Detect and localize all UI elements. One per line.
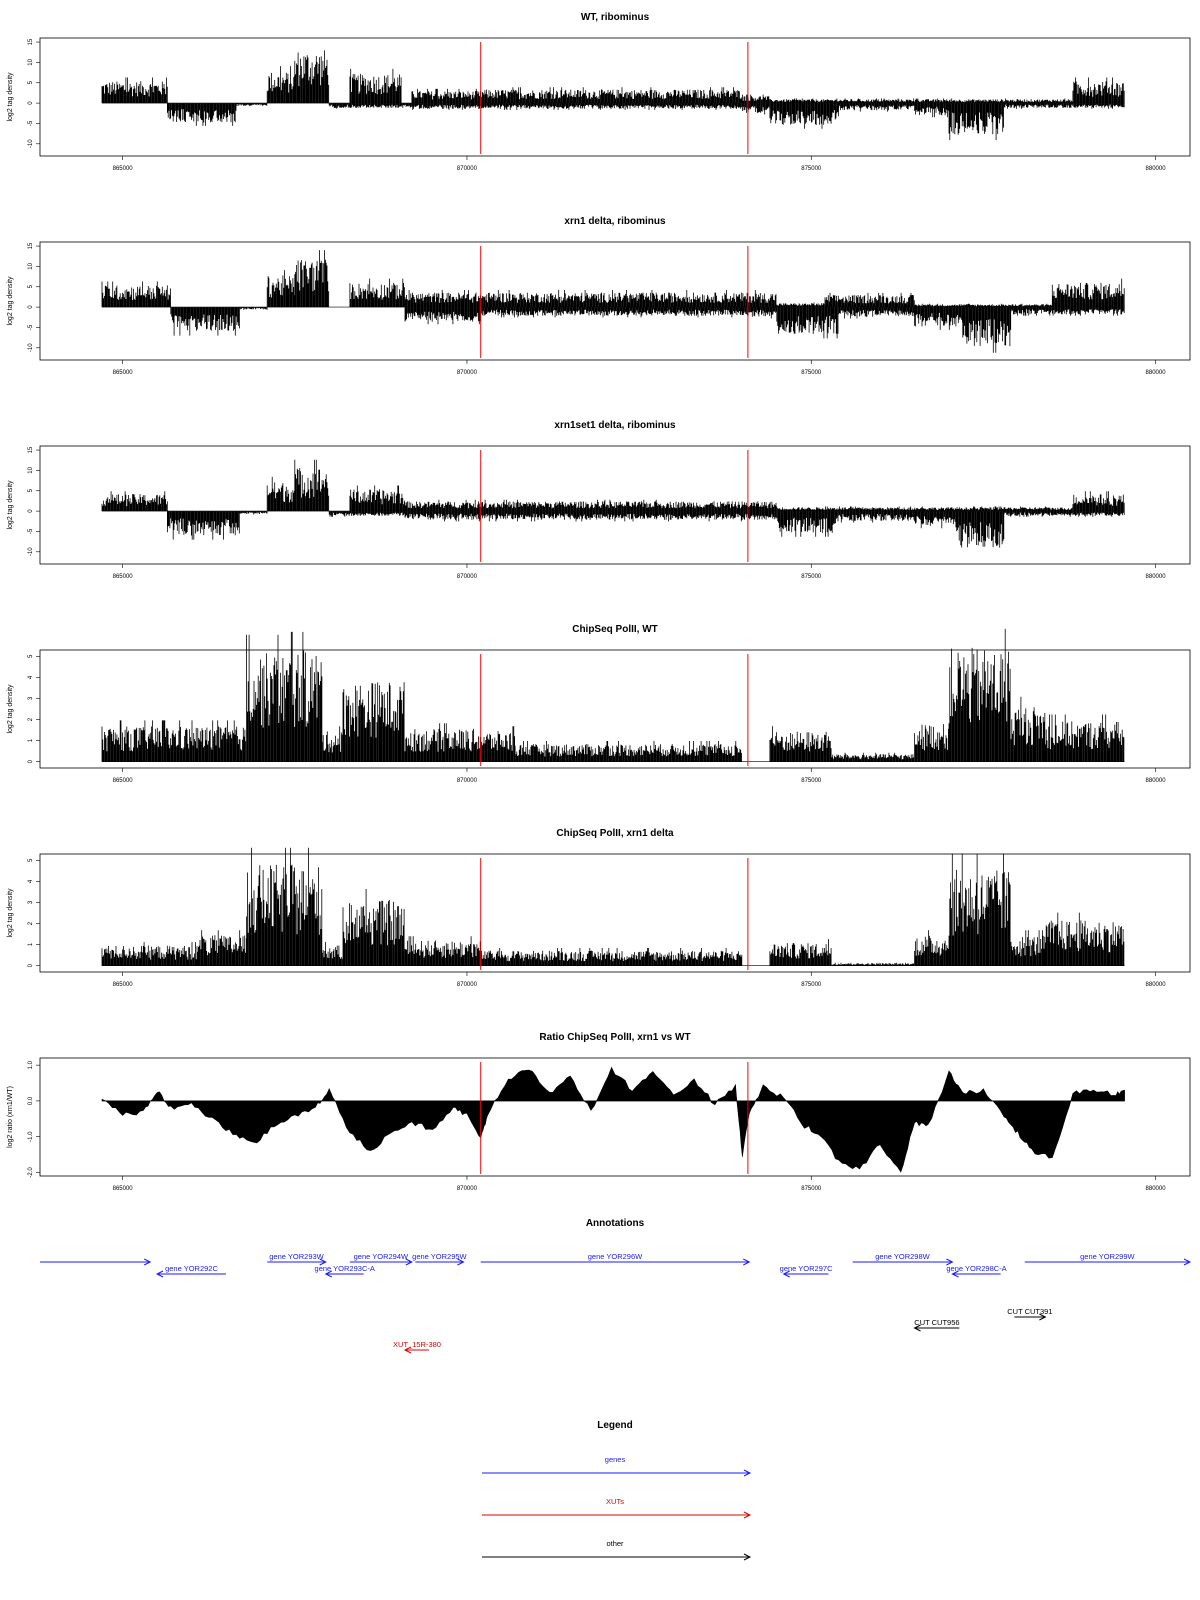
bar-segment <box>247 635 292 762</box>
bar-segment <box>839 307 914 318</box>
feature-other <box>914 1318 959 1331</box>
y-tick-label: 0 <box>28 509 34 513</box>
y-tick-label: 10 <box>28 467 34 474</box>
feature-label: gene YOR299W <box>1080 1252 1135 1261</box>
bar-segment <box>1073 103 1124 109</box>
bar-segment <box>742 103 769 114</box>
bar-segment <box>1011 930 1045 965</box>
y-tick-label: 5 <box>28 489 34 493</box>
feature-other <box>1007 1307 1052 1320</box>
feature-gene <box>481 1252 750 1265</box>
bar-segment <box>481 307 742 317</box>
bar-segment <box>267 270 294 307</box>
legend-label: genes <box>604 1455 626 1464</box>
bar-segment <box>102 78 167 104</box>
bar-series <box>102 848 1124 966</box>
legend-item <box>482 1455 750 1476</box>
bar-segment <box>198 930 246 965</box>
bar-segment <box>102 720 246 761</box>
bar-segment <box>322 942 342 966</box>
annotations-track <box>40 1218 1190 1353</box>
x-tick-label: 875000 <box>801 370 822 376</box>
bar-segment <box>412 89 481 103</box>
feature-gene <box>315 1264 375 1277</box>
bar-segment <box>171 307 240 336</box>
feature-label: gene YOR293C-A <box>314 1264 375 1273</box>
bar-segment <box>295 50 329 103</box>
feature-gene <box>412 1252 467 1265</box>
bar-segment <box>915 103 949 117</box>
bar-segment <box>481 726 515 761</box>
x-tick-label: 875000 <box>801 778 822 784</box>
legend-title: Legend <box>597 1420 633 1431</box>
y-tick-label: 0 <box>28 760 34 764</box>
bar-segment <box>412 103 742 110</box>
feature-gene <box>946 1264 1006 1277</box>
legend-item <box>482 1539 750 1560</box>
bar-segment <box>770 99 1073 104</box>
bar-segment <box>915 511 955 528</box>
y-tick-label: 5 <box>28 285 34 289</box>
feature-xut <box>393 1340 441 1353</box>
track-panel <box>7 420 1190 580</box>
x-tick-label: 870000 <box>456 778 477 784</box>
y-tick-label: 0 <box>28 305 34 309</box>
y-tick-label: 2 <box>28 717 34 722</box>
track-panel <box>7 624 1190 784</box>
x-tick-label: 865000 <box>112 982 133 988</box>
y-tick-label: 1.0 <box>28 1060 34 1070</box>
y-tick-label: 3 <box>28 900 34 905</box>
bar-segment <box>102 942 198 966</box>
x-tick-label: 870000 <box>456 166 477 172</box>
x-tick-label: 880000 <box>1145 1186 1166 1192</box>
bar-segment <box>1045 715 1124 762</box>
track-panel <box>7 1032 1190 1192</box>
bar-segment <box>1045 913 1124 966</box>
bar-segment <box>1073 491 1124 511</box>
bar-segment <box>322 726 342 761</box>
y-axis-label: log2 tag density <box>7 72 14 122</box>
y-tick-label: 5 <box>28 858 34 862</box>
bar-segment <box>1004 511 1073 517</box>
feature-gene <box>40 1259 150 1265</box>
bar-segment <box>742 95 769 104</box>
feature-label: CUT CUT391 <box>1007 1307 1053 1316</box>
panel-title: WT, ribominus <box>580 12 650 23</box>
bar-segment <box>267 477 294 511</box>
y-tick-label: -10 <box>28 343 34 353</box>
bar-segment <box>777 307 838 338</box>
y-tick-label: 0 <box>28 101 34 105</box>
y-tick-label: 5 <box>28 81 34 85</box>
y-tick-label: -10 <box>28 547 34 557</box>
y-tick-label: 5 <box>28 654 34 658</box>
x-tick-label: 875000 <box>801 166 822 172</box>
annotations-title: Annotations <box>585 1218 645 1229</box>
x-tick-label: 875000 <box>801 982 822 988</box>
bar-segment <box>481 87 742 103</box>
bar-segment <box>949 854 1010 966</box>
y-tick-label: -5 <box>28 120 34 127</box>
y-axis-label: log2 tag density <box>7 888 14 938</box>
legend-item <box>482 1497 750 1518</box>
y-axis-label: log2 tag density <box>7 684 14 734</box>
feature-label: gene YOR293W <box>269 1252 324 1261</box>
bar-segment <box>1073 511 1124 517</box>
bar-segment <box>236 103 266 106</box>
bar-segment <box>949 103 1004 140</box>
x-tick-label: 865000 <box>112 166 133 172</box>
feature-label: gene YOR298C-A <box>946 1264 1007 1273</box>
bar-segment <box>777 303 825 308</box>
bar-segment <box>963 307 1011 353</box>
legend-label: other <box>606 1539 624 1548</box>
bar-segment <box>405 936 480 966</box>
track-panels <box>7 12 1190 1192</box>
feature-label: gene YOR296W <box>587 1252 643 1261</box>
bar-segment <box>240 307 267 310</box>
y-tick-label: 4 <box>28 675 34 680</box>
y-tick-label: -1.0 <box>28 1131 34 1142</box>
bar-segment <box>295 250 329 307</box>
y-tick-label: -5 <box>28 324 34 331</box>
bar-segment <box>1004 103 1073 109</box>
bar-segment <box>350 69 401 103</box>
bar-segment <box>839 511 914 522</box>
y-tick-label: -2.0 <box>28 1167 34 1178</box>
y-tick-label: 15 <box>28 446 34 454</box>
panel-title: xrn1set1 delta, ribominus <box>554 420 676 431</box>
feature-label: gene YOR298W <box>875 1252 930 1261</box>
y-tick-label: 4 <box>28 879 34 884</box>
y-axis-label: log2 tag density <box>7 276 14 326</box>
y-tick-label: 1 <box>28 942 34 947</box>
y-tick-label: 15 <box>28 38 34 46</box>
bar-series <box>102 50 1124 140</box>
feature-gene <box>853 1252 953 1265</box>
bar-segment <box>102 491 167 511</box>
x-tick-label: 880000 <box>1145 574 1166 580</box>
bar-segment <box>291 632 322 762</box>
bar-segment <box>832 753 914 762</box>
x-tick-label: 870000 <box>456 1186 477 1192</box>
bar-segment <box>915 930 949 965</box>
panel-title: Ratio ChipSeq PolII, xrn1 vs WT <box>539 1032 691 1043</box>
legend-label: XUTs <box>606 1497 624 1506</box>
bar-segment <box>329 103 411 109</box>
y-tick-label: 0.0 <box>28 1096 34 1106</box>
bar-segment <box>949 629 1010 762</box>
bar-segment <box>343 682 404 761</box>
x-tick-label: 870000 <box>456 370 477 376</box>
x-tick-label: 865000 <box>112 370 133 376</box>
feature-label: gene YOR297C <box>779 1264 833 1273</box>
panel-title: ChipSeq PolII, xrn1 delta <box>556 828 674 839</box>
legend <box>482 1420 750 1560</box>
track-panel <box>7 828 1190 988</box>
feature-gene <box>780 1264 833 1277</box>
feature-gene <box>1025 1252 1190 1265</box>
y-tick-label: 10 <box>28 59 34 66</box>
ratio-area <box>102 1067 1125 1172</box>
bar-series <box>102 460 1124 548</box>
bar-segment <box>956 511 1004 547</box>
y-tick-label: 0 <box>28 964 34 968</box>
feature-label: CUT CUT956 <box>914 1318 960 1327</box>
feature-label: gene YOR294W <box>353 1252 409 1261</box>
bar-segment <box>777 507 1073 512</box>
bar-segment <box>777 511 838 537</box>
bar-segment <box>295 460 329 511</box>
y-tick-label: 1 <box>28 738 34 743</box>
bar-segment <box>1073 78 1124 104</box>
feature-label: XUT_15R-380 <box>393 1340 441 1349</box>
bar-segment <box>832 963 914 966</box>
feature-label: gene YOR295W <box>412 1252 467 1261</box>
y-tick-label: 3 <box>28 696 34 701</box>
bar-segment <box>405 511 776 521</box>
bar-series <box>102 629 1124 762</box>
bar-segment <box>240 511 267 514</box>
y-axis-label: log2 tag density <box>7 480 14 530</box>
bar-segment <box>839 103 914 112</box>
bar-segment <box>1011 697 1045 762</box>
feature-label: gene YOR292C <box>165 1264 218 1273</box>
bar-segment <box>770 939 831 966</box>
bar-segment <box>167 103 236 126</box>
y-tick-label: -5 <box>28 528 34 535</box>
y-tick-label: 10 <box>28 263 34 270</box>
bar-segment <box>329 511 404 517</box>
bar-segment <box>915 304 1052 307</box>
bar-segment <box>267 66 294 103</box>
bar-segment <box>405 723 480 761</box>
bar-segment <box>515 741 742 762</box>
track-panel <box>7 12 1190 172</box>
bar-segment <box>167 511 239 539</box>
bar-segment <box>350 486 405 512</box>
y-axis-label: log2 ratio (xrn1/WT) <box>7 1086 14 1148</box>
bar-segment <box>825 293 914 307</box>
bar-segment <box>915 307 963 330</box>
bar-segment <box>102 282 171 308</box>
x-tick-label: 875000 <box>801 574 822 580</box>
bar-segment <box>343 889 404 966</box>
x-tick-label: 865000 <box>112 574 133 580</box>
bar-segment <box>405 500 776 511</box>
y-tick-label: 15 <box>28 242 34 250</box>
x-tick-label: 865000 <box>112 1186 133 1192</box>
bar-segment <box>915 724 949 762</box>
bar-segment <box>247 848 322 966</box>
bar-segment <box>1052 279 1124 308</box>
y-tick-label: 2 <box>28 921 34 926</box>
bar-segment <box>1052 307 1124 316</box>
x-tick-label: 870000 <box>456 574 477 580</box>
bar-segment <box>1011 307 1051 316</box>
x-tick-label: 875000 <box>801 1186 822 1192</box>
y-tick-label: -10 <box>28 139 34 149</box>
panel-title: ChipSeq PolII, WT <box>572 624 658 635</box>
x-tick-label: 880000 <box>1145 778 1166 784</box>
x-tick-label: 870000 <box>456 982 477 988</box>
x-tick-label: 880000 <box>1145 982 1166 988</box>
x-tick-label: 880000 <box>1145 370 1166 376</box>
bar-segment <box>770 726 831 761</box>
x-tick-label: 865000 <box>112 778 133 784</box>
x-tick-label: 880000 <box>1145 166 1166 172</box>
bar-segment <box>405 290 776 307</box>
bar-segment <box>770 103 839 129</box>
bar-series <box>102 250 1124 353</box>
panel-title: xrn1 delta, ribominus <box>564 216 666 227</box>
feature-gene <box>157 1264 226 1277</box>
bar-segment <box>481 948 742 966</box>
bar-segment <box>405 307 480 324</box>
track-panel <box>7 216 1190 376</box>
bar-segment <box>350 279 405 308</box>
